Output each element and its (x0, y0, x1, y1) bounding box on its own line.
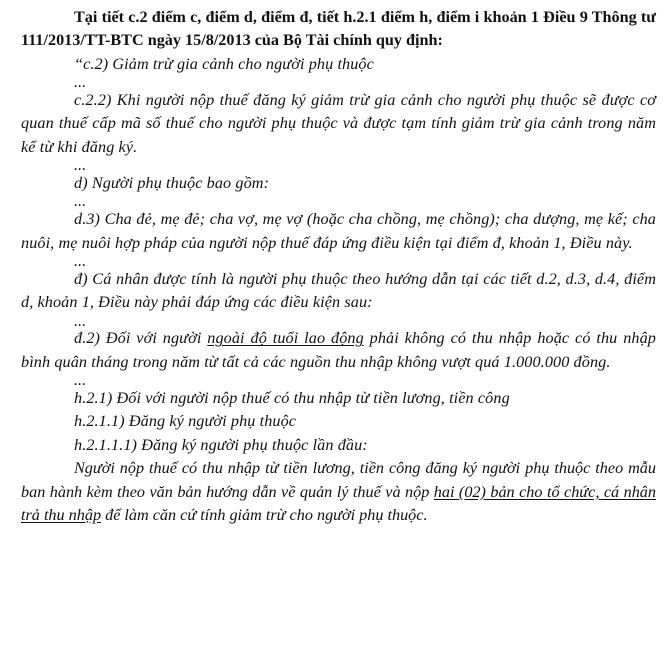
section-final-text (21, 457, 656, 527)
section-c22-text: c.2.2) Khi người nộp thuế đăng ký giảm trừ gia cảnh cho người phụ thuộc sẽ được cơ quan thuế cấp mã số thuế cho người phụ thuộc và được tạm tính giảm trừ gia cảnh trong năm kể từ khi đăng ký. (21, 91, 656, 156)
ellipsis-4: ... (74, 252, 87, 271)
section-dd2-text (21, 327, 656, 374)
dd2-after: phải không có thu nhập hoặc có thu nhập bình quân tháng trong năm từ tất cả các nguồn thu nhập không vượt quá 1.000.000 đồng. (21, 329, 656, 371)
heading-text: Tại tiết c.2 điểm c, điểm d, điểm đ, tiết h.2.1 điểm h, điểm i khoản 1 Điều 9 Thông tư 111/2013/TT-BTC ngày 15/8/2013 của Bộ Tài chính quy định: (21, 8, 656, 50)
section-h21-title: h.2.1) Đối với người nộp thuế có thu nhập từ tiền lương, tiền công (74, 389, 510, 408)
ellipsis-2: ... (74, 156, 87, 175)
dd2-before: đ.2) Đối với người (74, 329, 208, 348)
section-d3-text: d.3) Cha đẻ, mẹ đẻ; cha vợ, mẹ vợ (hoặc cha chồng, mẹ chồng); cha dượng, mẹ kế; cha nuôi, mẹ nuôi hợp pháp của người nộp thuế đáp ứng điều kiện tại điểm đ, khoản 1, Điều này. (21, 210, 656, 252)
final-before: Người nộp thuế có thu nhập từ tiền lương, tiền công đăng ký người phụ thuộc theo mẫu ban hành kèm theo văn bản hướng dẫn về quản lý thuế và nộp (21, 459, 656, 501)
document-heading (21, 6, 656, 53)
section-h211-title: h.2.1.1) Đăng ký người phụ thuộc (74, 412, 297, 431)
final-after: để làm căn cứ tính giảm trừ cho người phụ thuộc. (101, 506, 428, 525)
ellipsis-1: ... (74, 73, 87, 92)
ellipsis-6: ... (74, 371, 87, 390)
section-h2111-title: h.2.1.1.1) Đăng ký người phụ thuộc lần đầu: (74, 435, 368, 454)
ellipsis-5: ... (74, 311, 87, 330)
dd2-underlined: ngoài độ tuổi lao động (207, 329, 364, 348)
ellipsis-3: ... (74, 192, 87, 211)
section-d-title: d) Người phụ thuộc bao gồm: (74, 174, 270, 193)
section-c2-title: “c.2) Giảm trừ gia cảnh cho người phụ thuộc (74, 54, 374, 73)
final-underlined: hai (02) bản cho tổ chức, cá nhân trả thu nhập (21, 482, 656, 525)
section-dd-text: đ) Cá nhân được tính là người phụ thuộc theo hướng dẫn tại các tiết d.2, d.3, d.4, điểm d, khoản 1, Điều này phải đáp ứng các điều kiện sau: (21, 269, 656, 312)
